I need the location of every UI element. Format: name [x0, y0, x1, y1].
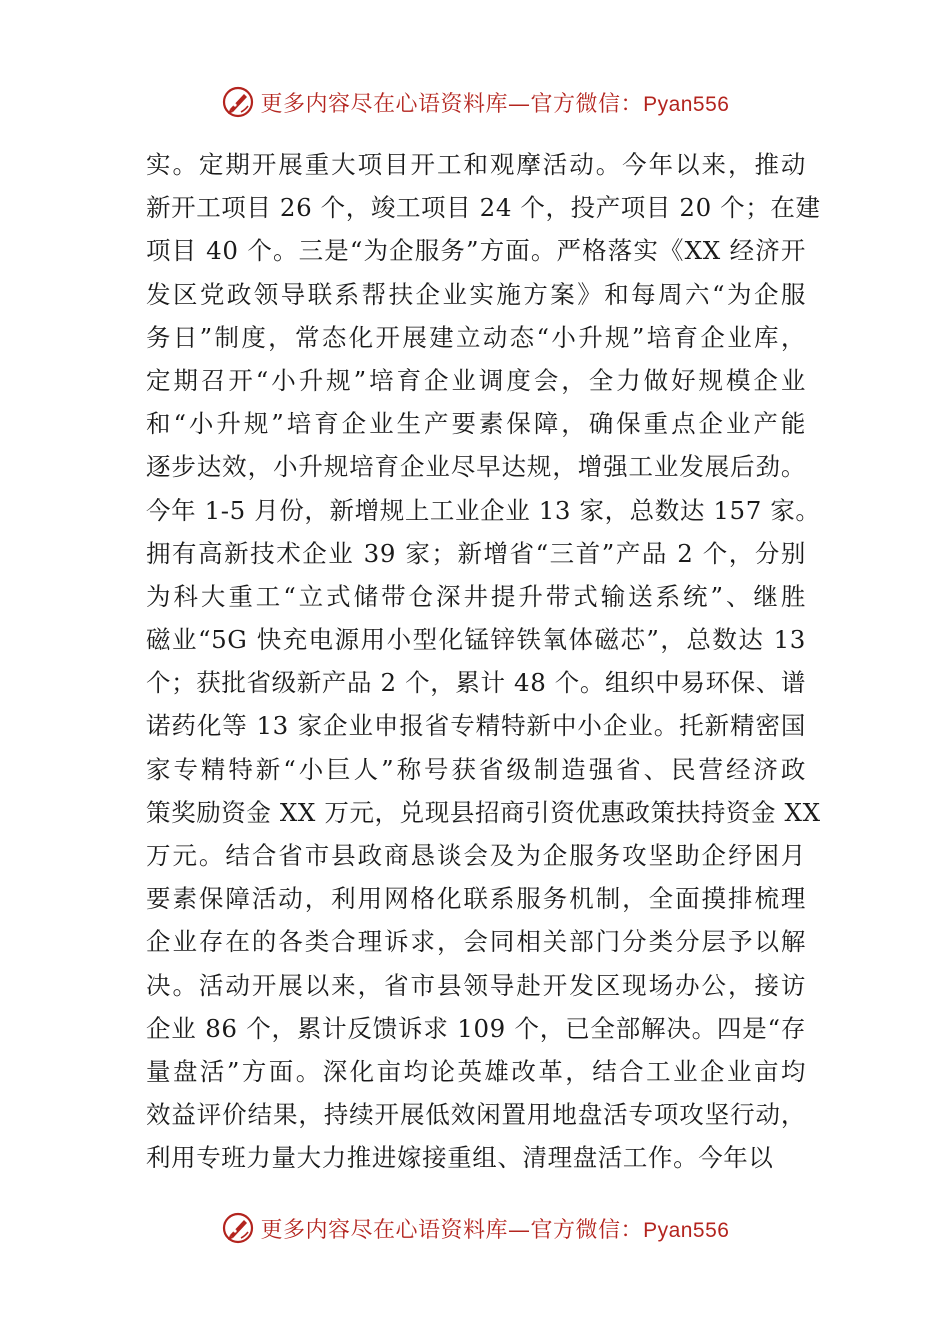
text-line: 企业 86 个，累计反馈诉求 109 个，已全部解决。四是“存 [146, 1013, 806, 1043]
text-line: 实。定期开展重大项目开工和观摩活动。今年以来，推动 [146, 150, 806, 179]
text-line: 和“小升规”培育企业生产要素保障，确保重点企业产能 [146, 409, 806, 439]
text-line: 项目 40 个。三是“为企服务”方面。严格落实《XX 经济开 [146, 236, 806, 266]
banner-text-id: Pyan556 [643, 92, 730, 116]
footer-banner [0, 1208, 950, 1248]
text-line: 为科大重工“立式储带仓深井提升带式输送系统”、继胜 [146, 581, 806, 611]
text-line: 今年 1-5 月份，新增规上工业企业 13 家，总数达 157 家。 [146, 495, 821, 525]
header-banner [0, 82, 950, 122]
text-line: 新开工项目 26 个，竣工项目 24 个，投产项目 20 个；在建 [146, 193, 821, 223]
banner-text-wechat: 官方微信： [530, 1217, 644, 1243]
text-line: 磁业“5G 快充电源用小型化锰锌铁氧体磁芯”，总数达 13 [146, 625, 806, 655]
banner-text-id: Pyan556 [643, 1218, 730, 1242]
text-line: 决。活动开展以来，省市县领导赴开发区现场办公，接访 [146, 970, 806, 1000]
text-line: 家专精特新“小巨人”称号获省级制造强省、民营经济政 [146, 754, 806, 784]
document-body [146, 143, 821, 1180]
pen-circle-logo-icon [221, 1211, 255, 1245]
text-line: 诺药化等 13 家企业申报省专精特新中小企业。托新精密国 [146, 711, 806, 741]
text-line: 量盘活”方面。深化亩均论英雄改革，结合工业企业亩均 [146, 1056, 806, 1086]
pen-circle-logo-icon [221, 85, 255, 119]
text-line: 发区党政领导联系帮扶企业实施方案》和每周六“为企服 [146, 279, 806, 309]
text-line: 拥有高新技术企业 39 家；新增省“三首”产品 2 个，分别 [146, 538, 806, 568]
text-line: 策奖励资金 XX 万元，兑现县招商引资优惠政策扶持资金 XX [146, 797, 821, 827]
text-line: 务日”制度，常态化开展建立动态“小升规”培育企业库， [146, 322, 806, 352]
text-line: 逐步达效，小升规培育企业尽早达规，增强工业发展后劲。 [146, 452, 806, 482]
text-line: 个；获批省级新产品 2 个，累计 48 个。组织中易环保、谱 [146, 668, 806, 698]
banner-text-wechat: 官方微信： [530, 91, 644, 117]
text-line: 要素保障活动，利用网格化联系服务机制，全面摸排梳理 [146, 884, 806, 914]
text-line: 万元。结合省市县政商恳谈会及为企服务攻坚助企纾困月 [146, 841, 806, 870]
text-line: 企业存在的各类合理诉求，会同相关部门分类分层予以解 [146, 927, 806, 957]
text-line: 利用专班力量大力推进嫁接重组、清理盘活工作。今年以 [146, 1143, 774, 1173]
text-line: 效益评价结果，持续开展低效闲置用地盘活专项攻坚行动， [146, 1100, 806, 1130]
banner-text-main: 更多内容尽在心语资料库— [260, 91, 531, 117]
banner-text-main: 更多内容尽在心语资料库— [260, 1217, 531, 1243]
text-line: 定期召开“小升规”培育企业调度会，全力做好规模企业 [146, 365, 806, 395]
